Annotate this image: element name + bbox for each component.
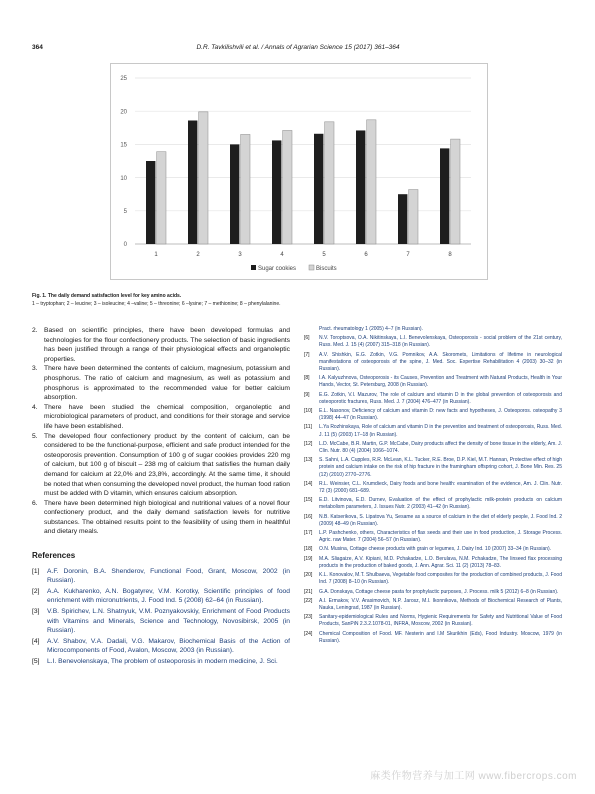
list-item-number: 2. [32,327,38,334]
reference-item[interactable] [32,587,290,606]
reference-item[interactable] [304,375,562,389]
reference-item-text: R.L. Weinsier, C.L. Krumdieck, Dairy foods and bone health: examination of the evidence, Am. J. Clin. Nutr. 72 (3) (2000) 681–689. [319,480,562,495]
list-item-number: 4. [32,403,38,411]
y-tick-label: 5 [123,209,127,215]
reference-item-text: A.F. Doronin, B.A. Shenderov, Functional Food, Grant, Moscow, 2002 (in Russian). [47,567,290,585]
reference-item[interactable] [304,392,562,406]
reference-item-text: E.G. Zotkin, V.I. Mazurov, The role of calcium and vitamin D in the global prevention of osteoporosis and osteoporotic fractures, Russ. Med. J. 7 (2004) 476–477 (in Russian). [319,391,562,405]
reference-item[interactable] [32,607,290,636]
reference-item-text: A.V. Shishkin, E.G. Zotkin, V.G. Pomnikov, A.A. Skoromets, Limitations of lifetime in neurological manifestations of osteoporosis of the spine, J. Med. Soc. Expertise Rehabilitation 4 (2003) 30–32 (in Russian). [319,351,562,373]
bar-chart [111,64,487,279]
references-right [304,335,562,645]
reference-item[interactable] [304,457,562,479]
reference-item[interactable] [304,589,562,596]
reference-item-number: [13] [304,457,313,464]
legend-swatch [251,265,256,270]
reference-item-text: E.L. Nasonov, Deficiency of calcium and vitamin D: new facts and hypotheses, J. Osteoporos. osteopathy 3 (1998) 44–47 (in Russian). [319,408,562,422]
caption-legend: 1 – tryptophan; 2 – leucine; 3 – isoleucine; 4 –valine; 5 – threonine; 6 –lysine; 7 – methionine; 8 – phenylalanine. [32,300,281,307]
reference-item-text: N.B. Katserikova, S. Lipatova Yu, Sesame as a source of calcium in the diet of elderly people, J. Food Ind. 2 (2009) 48–49 (in Russian). [319,513,562,527]
reference-item-text: L.D. McCabe, B.R. Martin, G.P. McCabe, Dairy products affect the density of bone tissue in the elderly, Am. J. Clin. Nutr. 80 (4) (2004) 1066–1074. [319,440,562,455]
reference-item-number: [12] [304,440,313,447]
reference-item-text: L.P. Pashchenko, others, Characteristics of flax seeds and their use in food production, J. Storage Process. Agric. raw Mater. 7 (2004) 56–57 (in Russian). [319,530,562,544]
y-tick-label: 15 [120,142,127,149]
list-item [32,364,290,402]
reference-item[interactable] [304,614,562,628]
references-heading: References [32,551,76,561]
reference-continuation: Pract. rheumatology 1 (2005) 4–7 (in Russian). [319,326,423,332]
reference-item-number: [16] [304,513,313,520]
page-number: 364 [32,44,43,51]
legend-label: Biscuits [316,266,337,272]
running-header [32,44,564,56]
reference-item-number: [15] [304,497,313,504]
reference-item-text: V.B. Spirichev, L.N. Shatnyuk, V.M. Poznyakovskiy, Enrichment of Food Products with Vitamins and Minerals, Science and Technology, Novosibirsk, 2005 (in Russian). [47,608,290,635]
reference-item[interactable] [304,572,562,586]
list-item-text: The developed flour confectionery product by the content of calcium, can be considered to be the functional-purpose, efficient and safe product intended for the osteoporosis prevention. Consumption of 100 g of sugar cookies provides 220 mg of calcium, but 100 g of biscuit – 238 mg of calcium that satisfies the human daily demand for calcium at 22,0% and 23,8%, accordingly. At the same time, it should be noted that when consuming the developed novel product, the human food ration must be added with D vitamin, which ensures calcium absorption. [44,432,290,498]
reference-item-number: [14] [304,480,313,487]
y-tick-label: 10 [120,175,127,182]
reference-item-text: L.I. Benevolenskaya, The problem of osteoporosis in modern medicine, J. Sci. [47,658,278,665]
list-item [32,326,290,364]
list-item-number: 5. [32,432,38,440]
reference-item-text: E.D. Litvinova, E.D. Durnev, Evaluation of the effect of prophylactic milk-protein products on calcium metabolism parameters, J. Issues Nutr. 2 (2003) 41–42 (in Russian). [319,497,562,511]
reference-item-number: [20] [304,572,313,579]
watermark: 麻类作物营养与加工网 www.fibercrops.com [370,771,577,782]
reference-item-number: [4] [32,637,40,645]
reference-item-text: S. Sahni, L.A. Cupples, R.R. McLean, K.L. Tucker, R.E. Broe, D.P. Kiel, M.T. Hannan, Protective effect of high protein and calcium intake on the risk of hip fracture in the framingham offspring cohort, J. Bone Min. Res. 25 (12) (2010) 2770–2776. [319,457,562,478]
right-column [304,326,562,647]
reference-item[interactable] [32,637,290,656]
reference-item-text: O.N. Musina, Cottage cheese products with grain or legumes, J. Dairy Ind. 10 (2007) 33–34 (in Russian). [319,546,552,553]
references-left [32,567,290,667]
bar [241,134,250,244]
reference-item-text: L.Ya Rozhinskaya, Role of calcium and vitamin D in the prevention and treatment of osteoporosis, Russ. Med. J. 11 (5) (2003) 17–18 (in Russian). [319,424,562,438]
bar [230,144,239,244]
legend-swatch [309,265,314,270]
reference-item[interactable] [304,530,562,544]
reference-item[interactable] [32,657,290,667]
list-item-number: 6. [32,499,38,507]
bar [146,161,155,244]
reference-item[interactable] [304,441,562,455]
x-tick-label: 2 [196,252,200,258]
bar [314,134,323,244]
reference-item-number: [7] [304,351,310,358]
list-item-number: 3. [32,365,38,373]
x-tick-label: 3 [238,252,242,258]
reference-item-text: K.L. Konovalov, M.T. Shulbaeva, Vegetable food composites for the production of combined products, J. Food Ind. 7 (2008) 8–10 (in Russian). [319,572,562,586]
reference-item[interactable] [304,352,562,374]
reference-item[interactable] [304,481,562,495]
bar [451,139,460,244]
y-tick-label: 25 [120,76,127,83]
reference-item-text: A.I. Ermakov, V.V. Arasimovich, N.P. Jarosz, M.I. Ikonnikova, Methods of Biochemical Research of Plants, Nauka, Leningrad, 1987 (in Russian). [319,597,562,611]
reference-item-text: Chemical Composition of Food. MF. Nesterin and I.M Skurikhin (Eds), Food Industry. Moscow, 1979 (in Russian). [319,630,562,644]
list-item-text: There have been determined high biological and nutritional values of a novel flour confectionery product, and the daily demand satisfaction levels for nutritive substances. The obtained results point to the feasibility of using them in healthful and dietary meals. [44,499,290,536]
list-item-text: There have been determined the contents of calcium, magnesium, potassium and phosphorus. The ratio of calcium and magnesium, as well as potassium and phosphorus is approximated to the recommended value for better calcium absorption. [44,365,290,402]
list-item [32,403,290,432]
bar [283,130,292,244]
reference-item-number: [3] [32,608,40,616]
x-tick-label: 4 [280,252,284,258]
left-column [32,326,290,668]
reference-item-number: [17] [304,530,313,537]
list-item [32,432,290,499]
reference-item-number: [2] [32,587,40,595]
reference-item-text: I.A. Kalyuzhnova, Osteoporosis - its Causes, Prevention and Treatment with Natural Products, Health in Your Hands, Vector, St. Petersburg, 2008 (in Russian). [319,375,562,389]
reference-item[interactable] [304,408,562,422]
bar [409,190,418,244]
reference-item-text: A.A. Kukharenko, A.N. Bogatyrev, V.M. Korotky, Scientific principles of food enrichment with micronutrients, J. Food Ind. 5 (2008) 62–64 (in Russian). [47,587,290,605]
reference-item-number: [19] [304,555,313,562]
caption-label: Fig. 1. [32,293,47,299]
x-tick-label: 7 [406,252,410,258]
reference-item-number: [5] [32,658,40,665]
legend-label: Sugar cookies [258,266,297,272]
bar [157,152,166,244]
y-tick-label: 0 [123,242,127,249]
bar [272,140,281,244]
bar [356,130,365,244]
bar [367,120,376,244]
reference-item-number: [10] [304,408,313,415]
reference-item[interactable] [32,567,290,586]
x-tick-label: 1 [154,252,158,258]
list-item [32,499,290,537]
y-tick-label: 20 [120,109,127,116]
reference-item[interactable] [304,335,562,349]
reference-item-number: [23] [304,614,313,621]
bar [440,148,449,244]
x-tick-label: 8 [448,252,452,258]
reference-item[interactable] [304,424,562,438]
reference-item-number: [9] [304,391,310,398]
figure-1-chart [110,63,488,280]
reference-item-number: [1] [32,567,40,575]
list-item-text: Based on scientific principles, there have been developed formulas and technologies for the flour confectionery products. The selection of basic ingredients has been justified through a range of their physiological effects and organoleptic properties. [44,327,290,363]
figure-caption [32,293,564,308]
reference-item[interactable] [304,497,562,511]
reference-item-text: A.V. Shabov, V.A. Dadali, V.G. Makarov, Biochemical Basis of the Action of Microcomponents of Food, Avalon, Moscow, 2003 (in Russian). [47,637,290,655]
x-tick-label: 6 [364,252,368,258]
reference-item-number: [24] [304,630,313,637]
reference-item[interactable] [304,631,562,645]
reference-item-number: [21] [304,588,313,595]
bar [199,112,208,244]
x-tick-label: 5 [322,252,326,258]
reference-item-text: N.V. Toroptsova, O.A. Nikitinskaya, L.I. Benevolenskaya, Osteoporosis - social problem of the 21st century, Russ. Med. J. 15 (4) (2007) 315–318 (in Russian). [319,335,562,349]
reference-item-number: [18] [304,546,313,553]
reference-item-text: Sanitary-epidemiological Rules and Norms, Hygienic Requirements for Safety and Nutritional Value of Food Products, SanPiN 2.3.2.1078-01, INFRA, Moscow, 2002 (in Russian). [319,614,562,628]
bar [398,194,407,244]
list-item-text: There have been studied the chemical composition, organoleptic and microbiological parameters of product, and conditions for their storage and service life have been established. [44,403,290,430]
reference-item-text: M.A. Sliagaize, A.V. Kipiani, M.D. Pchakadze, L.O. Berulava, N.M. Pchakadze, The linseed flax processing products in the production of baked goods, J. Ann. Agrar. Sci. 11 (2) (2013) 78–83. [319,555,562,569]
reference-item-text: G.A. Donskaya, Cottage cheese pasta for prophylactic purposes, J. Process. milk 5 (2012) 6–8 (in Russian). [319,588,559,595]
conclusions-list [32,326,290,537]
bar [188,120,197,244]
reference-item[interactable] [304,514,562,528]
reference-item-number: [11] [304,424,312,431]
bar [325,122,334,244]
reference-item-number: [22] [304,597,313,604]
reference-item-number: [6] [304,335,310,342]
caption-title: The daily demand satisfaction level for key amino acids. [46,293,182,299]
reference-item[interactable] [304,546,562,553]
journal-citation: D.R. Tavkilishvili et al. / Annals of Agrarian Science 15 (2017) 361–364 [196,44,400,51]
reference-item[interactable] [304,598,562,612]
reference-item-number: [8] [304,375,310,382]
reference-item[interactable] [304,556,562,570]
